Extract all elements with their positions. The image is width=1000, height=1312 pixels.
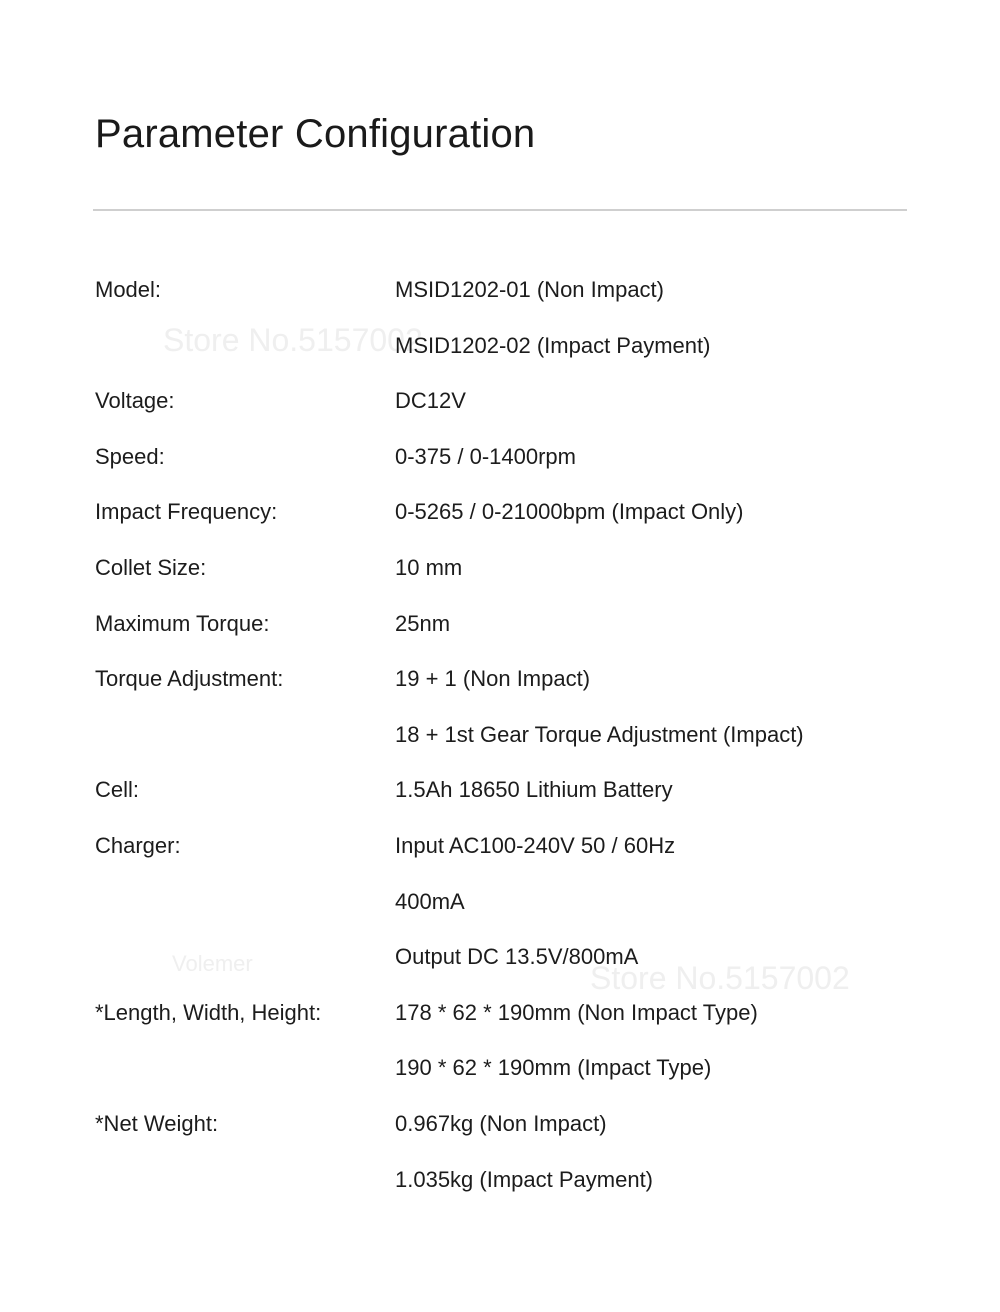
brand-watermark: Volemer <box>172 951 253 976</box>
spec-label: Maximum Torque: <box>95 610 270 636</box>
spec-label: Speed: <box>95 443 165 469</box>
spec-row <box>95 929 915 985</box>
spec-value: Output DC 13.5V/800mA <box>395 944 639 970</box>
spec-row <box>95 262 915 318</box>
title-divider <box>93 209 907 211</box>
spec-row <box>95 1040 915 1096</box>
spec-row <box>95 1096 915 1152</box>
spec-value: 0.967kg (Non Impact) <box>395 1110 607 1136</box>
spec-value: Input AC100-240V 50 / 60Hz <box>395 832 676 858</box>
spec-label: Charger: <box>95 832 181 858</box>
spec-row <box>95 484 915 540</box>
spec-value: MSID1202-01 (Non Impact) <box>395 277 664 302</box>
spec-value: 1.5Ah 18650 Lithium Battery <box>395 777 673 803</box>
spec-value: DC12V <box>395 388 466 414</box>
spec-value: MSID1202-02 (Impact Payment) <box>395 332 711 358</box>
spec-label: *Length, Width, Height: <box>95 999 322 1025</box>
spec-value: 0-5265 / 0-21000bpm (Impact Only) <box>395 499 744 525</box>
spec-label: *Net Weight: <box>95 1110 219 1136</box>
page-title: Parameter Configuration <box>95 112 536 156</box>
spec-row <box>95 707 915 763</box>
spec-label: Cell: <box>95 777 140 803</box>
store-watermark: Store No.5157002 <box>163 322 423 358</box>
spec-label: Impact Frequency: <box>95 499 278 525</box>
spec-row <box>95 874 915 930</box>
spec-value: 10 mm <box>395 554 463 580</box>
spec-row <box>95 318 915 374</box>
spec-label: Voltage: <box>95 388 175 414</box>
spec-row <box>95 762 915 818</box>
spec-row <box>95 429 915 485</box>
store-watermark: Store No.5157002 <box>590 960 850 996</box>
spec-row <box>95 373 915 429</box>
spec-row <box>95 540 915 596</box>
spec-value: 18 + 1st Gear Torque Adjustment (Impact) <box>395 721 804 747</box>
spec-value: 190 * 62 * 190mm (Impact Type) <box>395 1055 712 1081</box>
spec-list <box>95 262 915 1207</box>
spec-value: 400mA <box>395 888 465 914</box>
spec-row <box>95 985 915 1041</box>
spec-row <box>95 651 915 707</box>
spec-row <box>95 596 915 652</box>
spec-value: 25nm <box>395 610 451 636</box>
spec-label: Collet Size: <box>95 554 207 580</box>
spec-label: Model: <box>95 277 162 302</box>
spec-row <box>95 818 915 874</box>
spec-value: 178 * 62 * 190mm (Non Impact Type) <box>395 999 758 1025</box>
spec-label: Torque Adjustment: <box>95 666 284 692</box>
spec-value: 1.035kg (Impact Payment) <box>395 1166 654 1192</box>
spec-row <box>95 1152 915 1208</box>
spec-value: 0-375 / 0-1400rpm <box>395 443 576 469</box>
spec-value: 19 + 1 (Non Impact) <box>395 666 591 692</box>
